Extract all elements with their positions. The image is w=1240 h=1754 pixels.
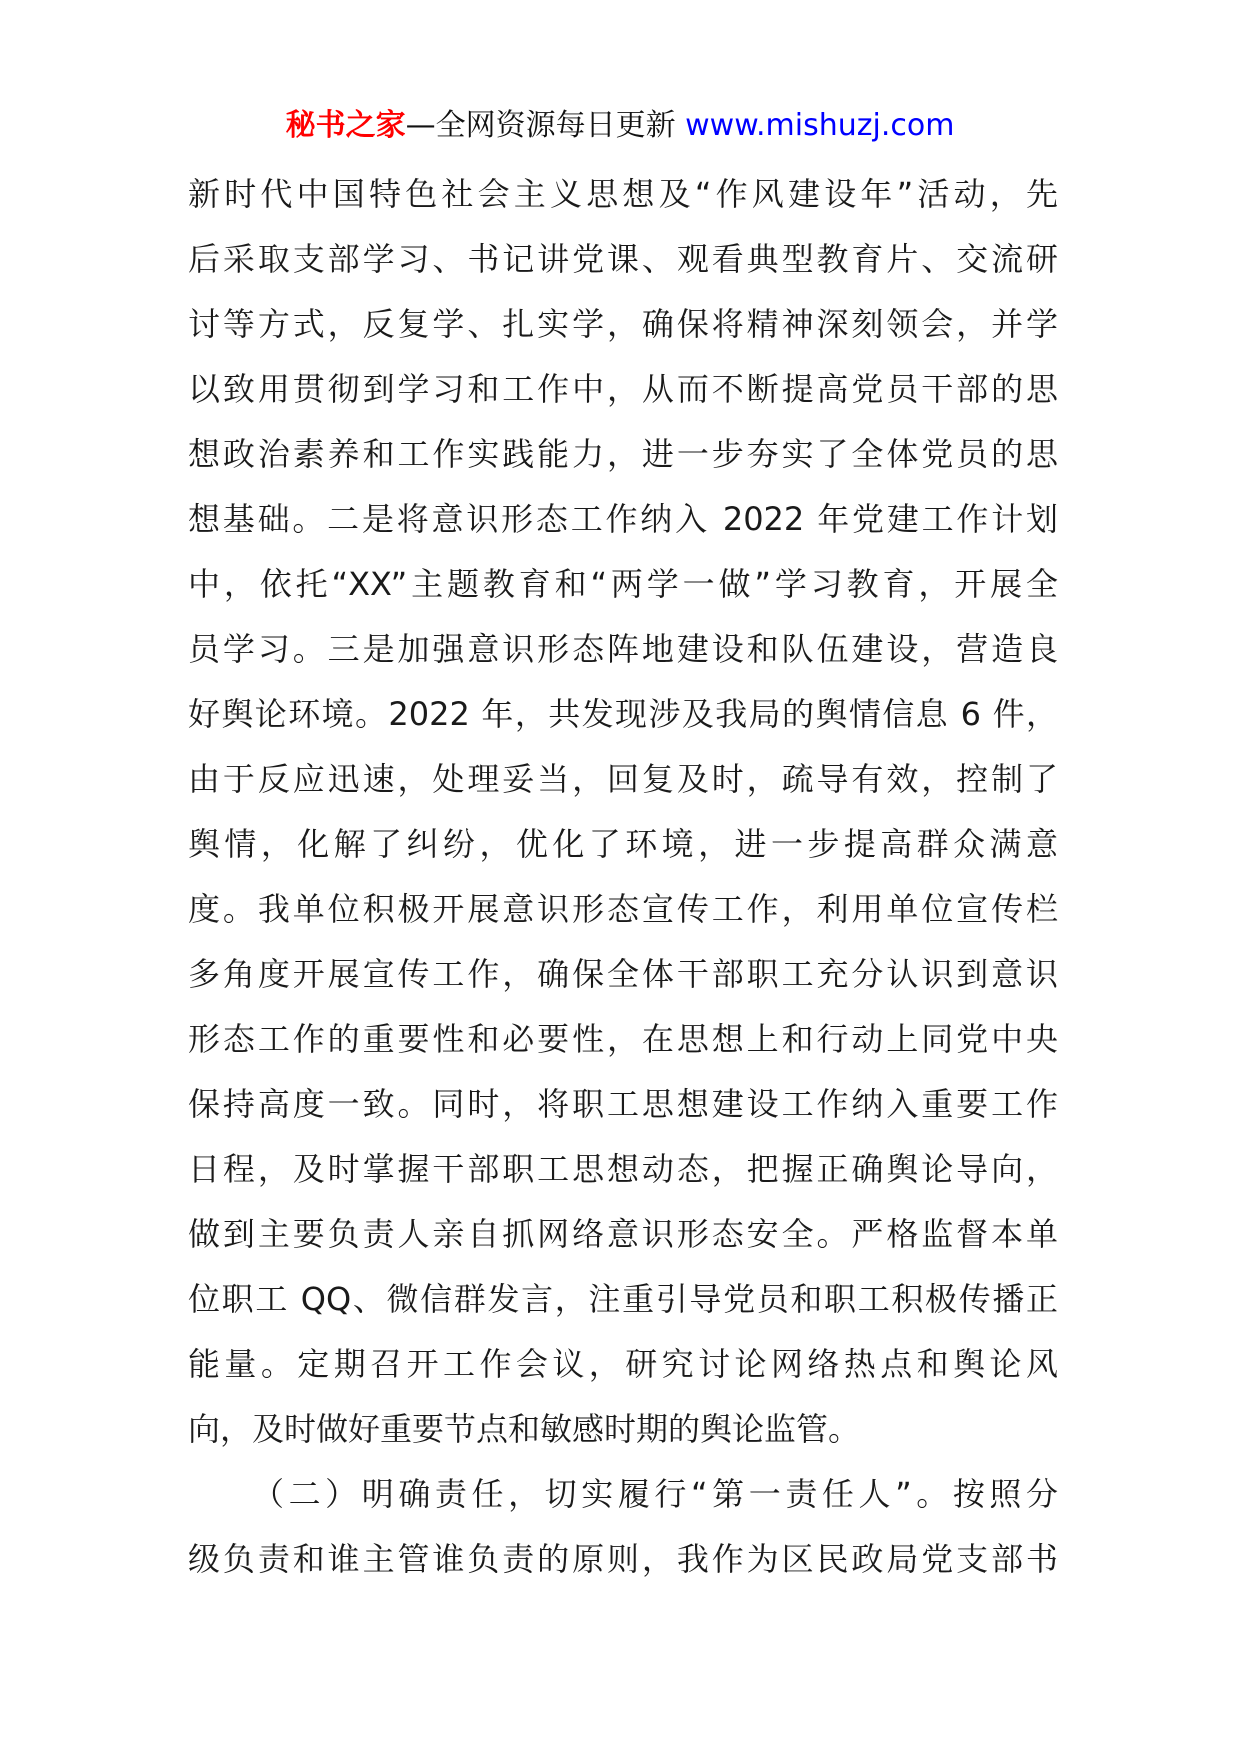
text-line: 想基础。二是将意识形态工作纳入 2022 年党建工作计划 — [188, 500, 1058, 538]
document-body — [188, 162, 1058, 1592]
brand-name: 秘书之家 — [285, 108, 406, 143]
text-line: 形态工作的重要性和必要性，在思想上和行动上同党中央 — [188, 1020, 1058, 1058]
text-line: 日程，及时掌握干部职工思想动态，把握正确舆论导向， — [188, 1150, 1058, 1188]
text-line: 度。我单位积极开展意识形态宣传工作，利用单位宣传栏 — [188, 890, 1058, 928]
text-line: 讨等方式，反复学、扎实学，确保将精神深刻领会，并学 — [188, 305, 1058, 343]
text-line: 舆情，化解了纠纷，优化了环境，进一步提高群众满意 — [188, 825, 1058, 863]
text-line: 员学习。三是加强意识形态阵地建设和队伍建设，营造良 — [188, 630, 1058, 668]
text-line: 后采取支部学习、书记讲党课、观看典型教育片、交流研 — [188, 240, 1058, 278]
text-line: 想政治素养和工作实践能力，进一步夯实了全体党员的思 — [188, 435, 1058, 473]
text-line: 多角度开展宣传工作，确保全体干部职工充分认识到意识 — [188, 955, 1058, 993]
text-line: 位职工 QQ、微信群发言，注重引导党员和职工积极传播正 — [188, 1280, 1058, 1318]
text-line: 能量。定期召开工作会议，研究讨论网络热点和舆论风 — [188, 1345, 1058, 1383]
text-line: 级负责和谁主管谁负责的原则，我作为区民政局党支部书 — [188, 1540, 1058, 1578]
text-line: 中，依托“XX”主题教育和“两学一做”学习教育，开展全 — [188, 565, 1058, 603]
text-line: 由于反应迅速，处理妥当，回复及时，疏导有效，控制了 — [188, 760, 1058, 798]
text-line: 新时代中国特色社会主义思想及“作风建设年”活动，先 — [188, 175, 1058, 213]
text-line: 保持高度一致。同时，将职工思想建设工作纳入重要工作 — [188, 1085, 1058, 1123]
site-header — [0, 104, 1240, 148]
site-url-link[interactable]: www.mishuzj.com — [685, 108, 955, 143]
section-heading-line: （二）明确责任，切实履行“第一责任人”。按照分 — [252, 1475, 1058, 1513]
header-tagline: —全网资源每日更新 — [405, 108, 676, 143]
text-line: 以致用贯彻到学习和工作中，从而不断提高党员干部的思 — [188, 370, 1058, 408]
text-line: 好舆论环境。2022 年，共发现涉及我局的舆情信息 6 件， — [188, 695, 1058, 733]
text-line: 做到主要负责人亲自抓网络意识形态安全。严格监督本单 — [188, 1215, 1058, 1253]
text-line: 向，及时做好重要节点和敏感时期的舆论监管。 — [188, 1410, 861, 1448]
